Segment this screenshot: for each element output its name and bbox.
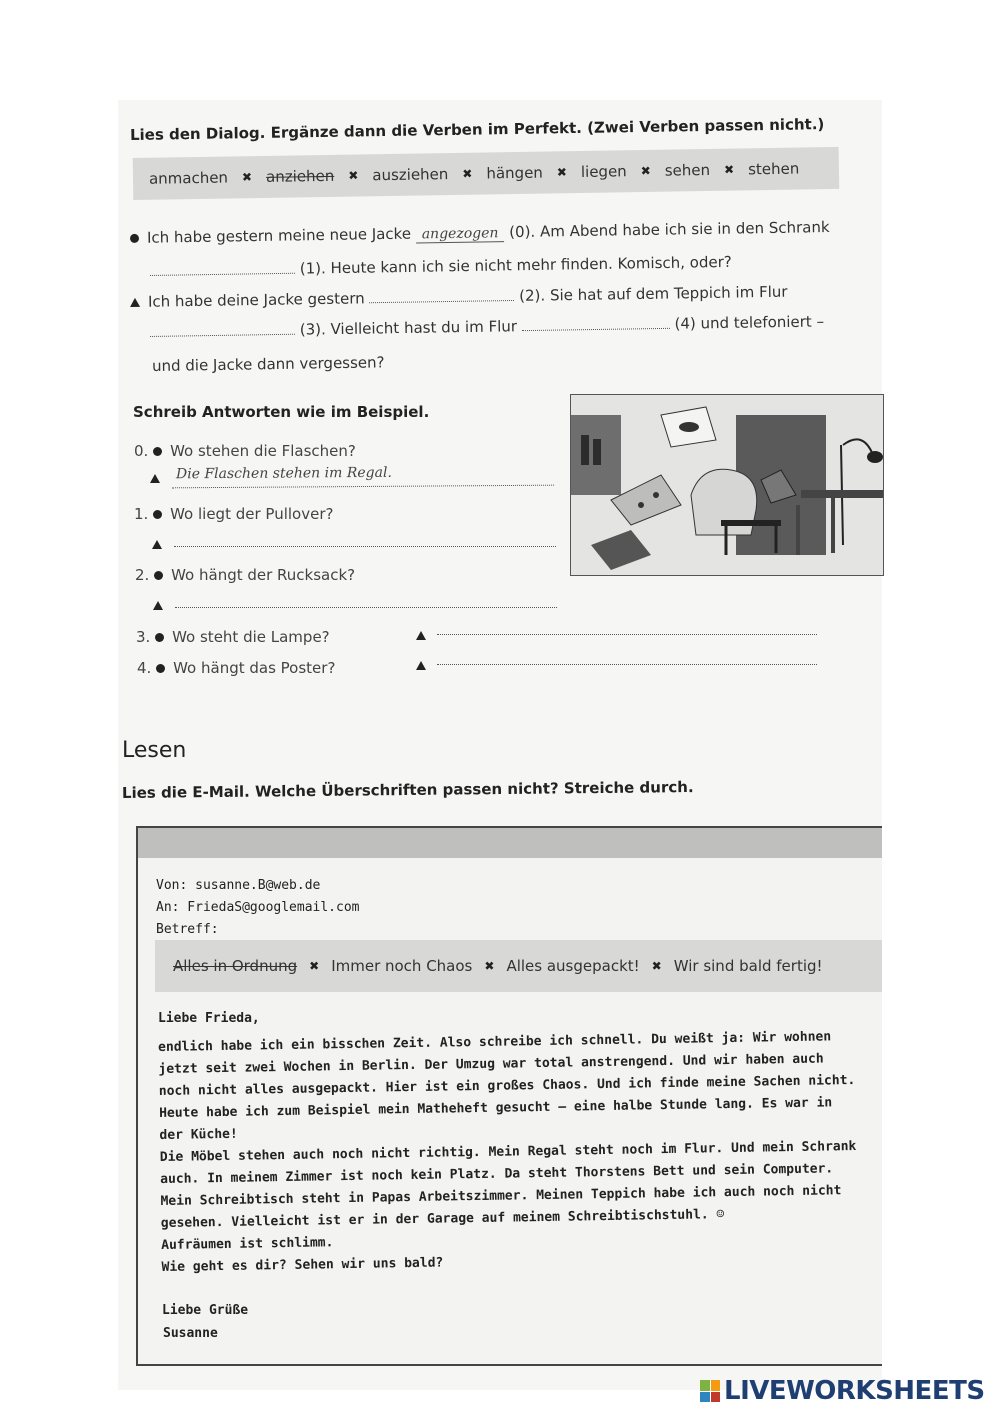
bullet-icon — [153, 510, 162, 519]
email-line: der Küche! — [159, 1126, 238, 1143]
triangle-icon — [150, 474, 160, 483]
question-row: 1. Wo liegt der Pullover? — [134, 505, 334, 523]
separator-icon: ✖ — [556, 165, 568, 180]
email-line: Wie geht es dir? Sehen wir uns bald? — [161, 1255, 444, 1275]
answer-field-q1[interactable] — [174, 546, 556, 547]
email-closing: Liebe Grüße — [162, 1303, 249, 1318]
verb-word: sehen — [664, 160, 711, 180]
answer-field-1[interactable] — [150, 259, 295, 276]
triangle-icon — [416, 661, 426, 670]
question-row: 2. Wo hängt der Rucksack? — [135, 566, 356, 584]
separator-icon: ✖ — [651, 959, 662, 973]
reading-instruction: Lies die E-Mail. Welche Überschriften passen nicht? Streiche durch. — [121, 778, 694, 802]
liveworksheets-logo — [700, 1376, 985, 1406]
dialog-line-1: Ich habe gestern meine neue Jacke angezogen (0). Am Abend habe ich sie in den Schrank — [130, 218, 830, 247]
subject-options-box — [155, 940, 882, 992]
email-body — [158, 1029, 858, 1282]
subject-option[interactable]: Immer noch Chaos — [331, 957, 473, 975]
answer-field-q2[interactable] — [175, 607, 557, 608]
email-line: gesehen. Vielleicht ist er in der Garage auf meinem Schreibtischstuhl. ☺ — [160, 1207, 725, 1231]
separator-icon: ✖ — [640, 163, 651, 179]
email-header-bar — [138, 828, 882, 858]
email-line: auch. In meinem Zimmer ist noch kein Platz. Da steht Thorstens Bett und sein Computer. — [160, 1161, 834, 1187]
email-line: Die Möbel stehen auch noch nicht richtig. Mein Regal steht noch im Flur. Und mein Schrank — [159, 1139, 857, 1165]
separator-icon: ✖ — [462, 166, 473, 181]
separator-icon: ✖ — [309, 959, 320, 973]
verb-word: stehen — [748, 159, 800, 179]
answer-field-2[interactable] — [369, 286, 514, 303]
email-line: Heute habe ich zum Beispiel mein Matheheft gesucht – eine halbe Stunde lang. Es war in — [159, 1095, 833, 1121]
exercise1-instruction: Lies den Dialog. Ergänze dann die Verben im Perfekt. (Zwei Verben passen nicht.) — [129, 115, 825, 144]
separator-icon: ✖ — [723, 162, 735, 177]
section-heading: Lesen — [122, 738, 187, 763]
room-drawing — [571, 395, 883, 575]
answer-row — [150, 470, 168, 488]
exercise2-instruction: Schreib Antworten wie im Beispiel. — [133, 403, 430, 421]
answer-field-3[interactable] — [150, 320, 295, 337]
verb-word-struck: anziehen — [265, 166, 335, 186]
email-line: jetzt seit zwei Wochen in Berlin. Der Umzug war total anstrengend. Und wir haben auch — [158, 1051, 824, 1077]
email-line: Mein Schreibtisch steht in Papas Arbeitszimmer. Meinen Teppich habe ich auch noch nicht — [160, 1183, 842, 1209]
email-line: Aufräumen ist schlimm. — [161, 1235, 334, 1253]
verb-word: hängen — [486, 163, 543, 183]
answer-row — [416, 657, 434, 675]
separator-icon: ✖ — [241, 170, 253, 185]
answer-row — [416, 627, 434, 645]
email-subject-label: Betreff: — [156, 922, 219, 937]
dialog-line-2: (1). Heute kann ich sie nicht mehr finden. Komisch, oder? — [150, 252, 732, 280]
subject-option[interactable]: Alles in Ordnung — [173, 957, 298, 975]
email-greeting: Liebe Frieda, — [158, 1011, 260, 1026]
email-line: noch nicht alles ausgepackt. Hier ist ein großes Chaos. Und ich finde meine Sachen nicht. — [158, 1073, 856, 1099]
verb-word: anmachen — [148, 168, 229, 188]
answer-field-4[interactable] — [522, 314, 670, 331]
separator-icon: ✖ — [348, 168, 359, 183]
dialog-line-5: und die Jacke dann vergessen? — [151, 353, 385, 375]
logo-text: LIVEWORKSHEETS — [724, 1376, 985, 1406]
bullet-icon — [130, 234, 139, 243]
room-illustration — [570, 394, 884, 576]
answer-field-q4[interactable] — [437, 664, 817, 665]
answer-field-q3[interactable] — [437, 634, 817, 635]
triangle-icon — [153, 601, 163, 610]
triangle-icon — [152, 540, 162, 549]
verb-word: ausziehen — [372, 165, 449, 185]
answer-row — [152, 536, 170, 554]
subject-option[interactable]: Alles ausgepackt! — [506, 957, 640, 975]
email-signature: Susanne — [163, 1326, 218, 1341]
dialog-line-4: (3). Vielleicht hast du im Flur (4) und telefoniert – — [150, 311, 824, 341]
answer-field-example[interactable]: Die Flaschen stehen im Regal. — [172, 463, 554, 489]
bullet-icon — [154, 571, 163, 580]
triangle-icon — [416, 631, 426, 640]
verb-word: liegen — [580, 162, 627, 181]
bullet-icon — [155, 633, 164, 642]
triangle-icon — [130, 298, 140, 307]
bullet-icon — [156, 664, 165, 673]
separator-icon: ✖ — [484, 959, 495, 973]
bullet-icon — [153, 447, 162, 456]
question-row: 4. Wo hängt das Poster? — [137, 659, 336, 677]
logo-badge-icon — [700, 1380, 720, 1402]
subject-option[interactable]: Wir sind bald fertig! — [673, 957, 823, 975]
dialog-line-3: Ich habe deine Jacke gestern (2). Sie hat auf dem Teppich im Flur — [130, 282, 788, 311]
answer-row — [153, 597, 171, 615]
email-to: An: FriedaS@googlemail.com — [156, 900, 360, 915]
email-from: Von: susanne.B@web.de — [156, 878, 321, 893]
email-line: endlich habe ich ein bisschen Zeit. Also schreibe ich schnell. Du weißt ja: Wir wohnen — [158, 1029, 832, 1055]
question-row: 0. Wo stehen die Flaschen? — [134, 442, 356, 460]
answer-field-0[interactable]: angezogen — [416, 225, 505, 243]
question-row: 3. Wo steht die Lampe? — [136, 628, 330, 646]
